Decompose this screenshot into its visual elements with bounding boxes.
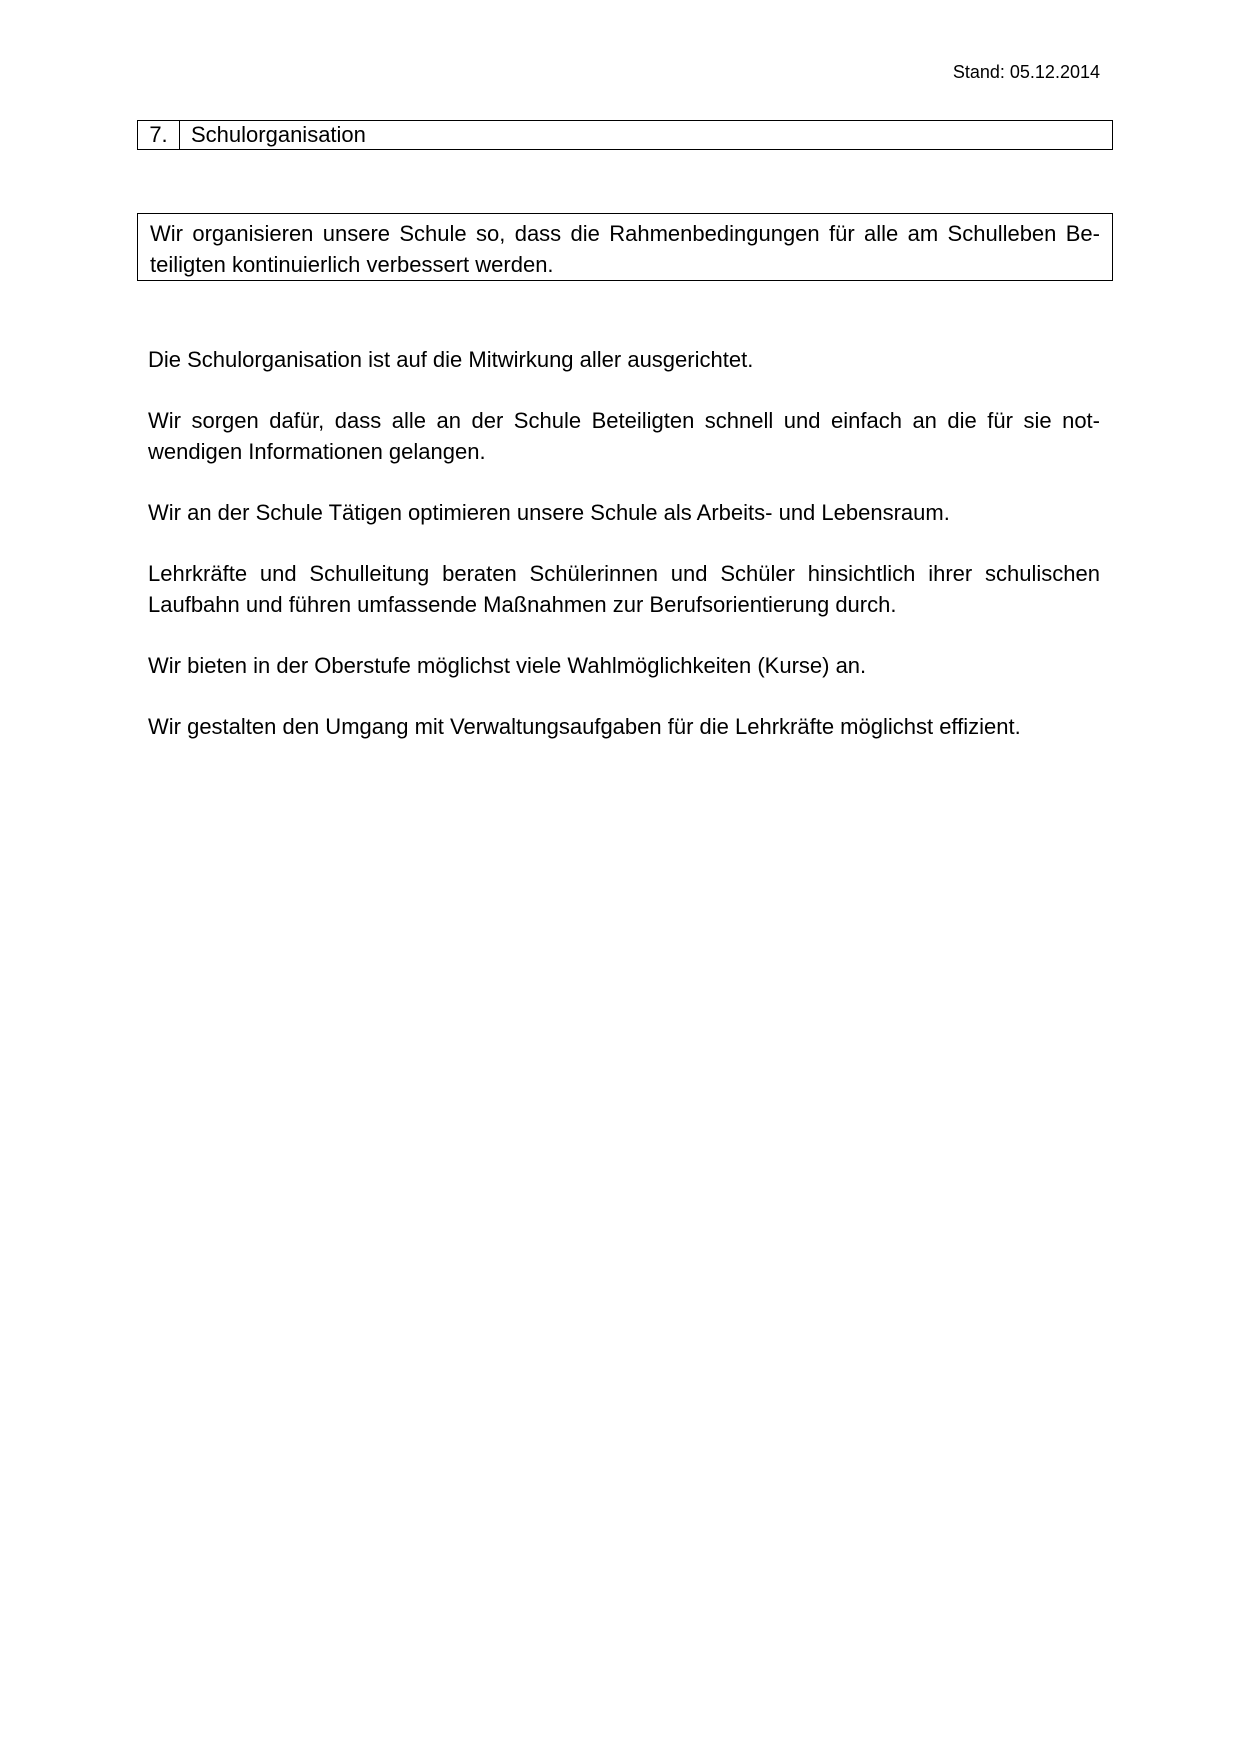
section-number: 7. (138, 121, 180, 149)
goal-statement: Wir organisieren unsere Schule so, dass die Rahmenbedingungen für alle am Schulleben Beteiligten kontinuierlich verbessert werden. (137, 213, 1113, 281)
paragraph: Wir bieten in der Oberstufe möglichst viele Wahlmöglichkeiten (Kurse) an. (148, 653, 867, 678)
paragraph: Wir sorgen dafür, dass alle an der Schule Beteiligten schnell und einfach an die für sie notwendigen Informationen gelangen. (148, 408, 1100, 464)
body-text (148, 344, 1100, 772)
document-date: Stand: 05.12.2014 (952, 62, 1100, 82)
paragraph: Wir an der Schule Tätigen optimieren unsere Schule als Arbeits- und Lebensraum. (148, 500, 950, 525)
section-title: Schulorganisation (191, 122, 366, 147)
paragraph: Wir gestalten den Umgang mit Verwaltungsaufgaben für die Lehrkräfte möglichst effizient. (148, 714, 1021, 739)
section-header (137, 120, 1113, 150)
paragraph: Lehrkräfte und Schulleitung beraten Schülerinnen und Schüler hinsichtlich ihrer schulischen Laufbahn und führen umfassende Maßnahmen zur Berufsorientierung durch. (148, 561, 1100, 617)
paragraph: Die Schulorganisation ist auf die Mitwirkung aller ausgerichtet. (148, 347, 754, 372)
